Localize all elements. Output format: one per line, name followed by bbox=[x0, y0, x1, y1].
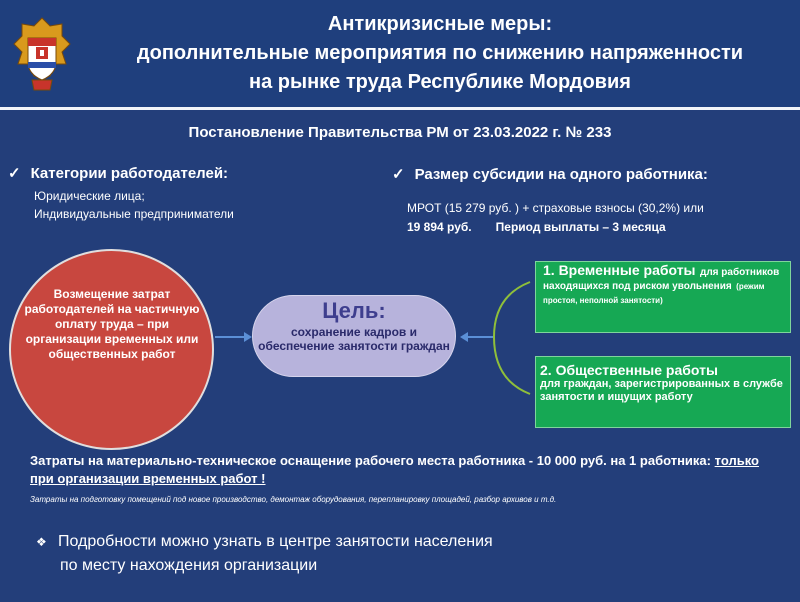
title-line-3: на рынке труда Республике Мордовия bbox=[249, 71, 631, 93]
subsidy-formula: МРОТ (15 279 руб. ) + страховые взносы (30,2%) или bbox=[407, 201, 704, 215]
temporary-works-note: (режим простоя, неполной занятости) bbox=[543, 282, 765, 305]
costs-footnote: Затраты на подготовку помещений под новое производство, демонтаж оборудования, перепланировку площадей, разбор архивов и т.д. bbox=[30, 495, 557, 504]
title-line-1: Антикризисные меры: bbox=[327, 13, 553, 35]
goal-title: Цель: bbox=[322, 298, 386, 323]
equipment-costs-condition: только при организации временных работ ! bbox=[30, 453, 759, 486]
arrow-head-right bbox=[460, 332, 468, 342]
checkmark-icon: ✓ bbox=[392, 166, 405, 183]
equipment-costs bbox=[30, 452, 770, 488]
payment-period: Период выплаты – 3 месяца bbox=[495, 220, 666, 234]
goal-text: сохранение кадров и обеспечение занятости граждан bbox=[258, 325, 450, 353]
public-works-title: 2. Общественные работы bbox=[540, 362, 718, 378]
arrow-head-left bbox=[244, 332, 252, 342]
subsidy-heading-text: Размер субсидии на одного работника: bbox=[414, 166, 708, 183]
checkmark-icon: ✓ bbox=[8, 165, 21, 182]
equipment-costs-text: Затраты на материально-техническое оснащение рабочего места работника - 10 000 руб. на 1 работника: bbox=[30, 453, 711, 468]
temporary-works-content bbox=[543, 264, 787, 307]
title-line-2: дополнительные мероприятия по снижению напряженности bbox=[136, 42, 744, 64]
temporary-works-body: для работников находящихся под риском увольнения bbox=[543, 267, 780, 292]
temporary-works-title: 1. Временные работы bbox=[543, 262, 696, 278]
works-bracket bbox=[494, 282, 530, 394]
subsidy-amount: 19 894 руб. bbox=[407, 220, 472, 234]
details-line-2: по месту нахождения организации bbox=[60, 557, 318, 574]
details-info bbox=[36, 530, 493, 577]
decree-reference: Постановление Правительства РМ от 23.03.2022 г. № 233 bbox=[188, 124, 612, 141]
public-works-body: для граждан, зарегистрированных в службе занятости и ищущих работу bbox=[540, 378, 783, 403]
category-item: Индивидуальные предприниматели bbox=[34, 207, 234, 221]
category-item: Юридические лица; bbox=[34, 189, 145, 203]
compensation-text: Возмещение затрат работодателей на частичную оплату труда – при организации временных или общественных работ bbox=[24, 287, 200, 361]
public-works-content bbox=[540, 362, 788, 404]
categories-heading-text: Категории работодателей: bbox=[30, 165, 229, 182]
diamond-bullet-icon: ❖ bbox=[36, 535, 47, 549]
details-line-1: Подробности можно узнать в центре занятости населения bbox=[58, 533, 493, 550]
